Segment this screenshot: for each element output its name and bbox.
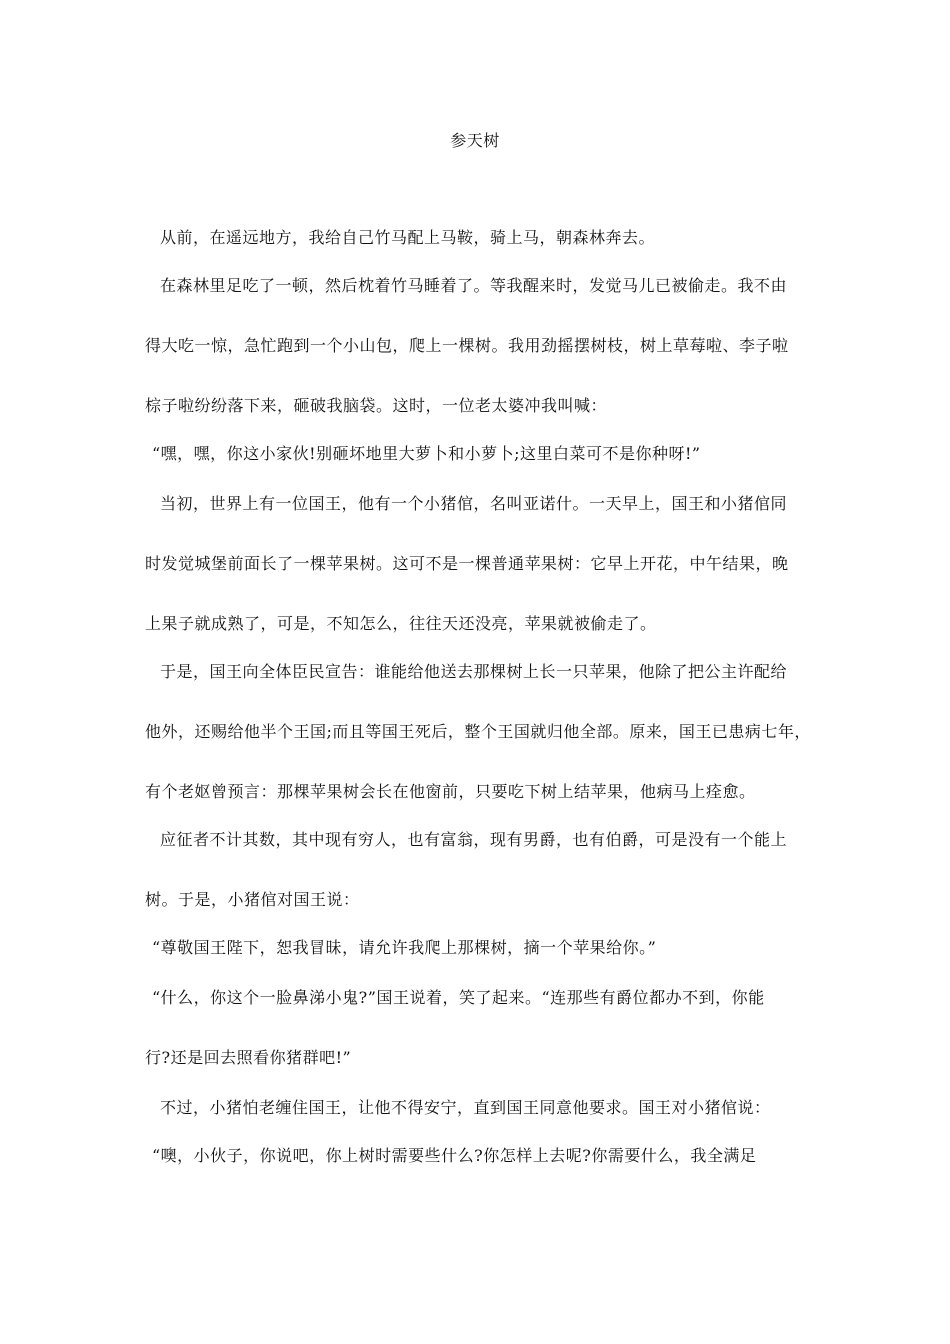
text-line-5: “嘿，嘿，你这小家伙!别砸坏地里大萝卜和小萝卜;这里白菜可不是你种呀!” — [152, 444, 701, 463]
text-line-9: 于是，国王向全体臣民宣告：谁能给他送去那棵树上长一只苹果，他除了把公主许配给 — [160, 662, 788, 681]
text-line-18: “噢，小伙子，你说吧，你上树时需要些什么?你怎样上去呢?你需要什么，我全满足 — [152, 1146, 757, 1165]
text-line-1: 从前，在遥远地方，我给自己竹马配上马鞍，骑上马，朝森林奔去。 — [160, 228, 656, 247]
text-line-3: 得大吃一惊，急忙跑到一个小山包，爬上一棵树。我用劲摇摆树枝，树上草莓啦、李子啦 — [145, 336, 789, 355]
text-line-14: “尊敬国王陛下，恕我冒昧，请允许我爬上那棵树，摘一个苹果给你。” — [152, 938, 657, 957]
text-line-16: 行?还是回去照看你猪群吧!” — [145, 1048, 352, 1067]
text-line-11: 有个老妪曾预言：那棵苹果树会长在他窗前，只要吃下树上结苹果，他病马上痊愈。 — [145, 782, 756, 801]
text-line-15: “什么，你这个一脸鼻涕小鬼?”国王说着，笑了起来。“连那些有爵位都办不到，你能 — [152, 988, 765, 1007]
text-line-6: 当初，世界上有一位国王，他有一个小猪倌，名叫亚诺什。一天早上，国王和小猪倌同 — [160, 494, 788, 513]
document-title: 参天树 — [450, 131, 500, 150]
text-line-8: 上果子就成熟了，可是，不知怎么，往往天还没亮，苹果就被偷走了。 — [145, 614, 657, 633]
text-line-17: 不过，小猪怕老缠住国王，让他不得安宁，直到国王同意他要求。国王对小猪倌说： — [160, 1098, 771, 1117]
text-line-2: 在森林里足吃了一顿，然后枕着竹马睡着了。等我醒来时，发觉马儿已被偷走。我不由 — [160, 276, 788, 295]
text-line-4: 棕子啦纷纷落下来，砸破我脑袋。这时，一位老太婆冲我叫喊： — [145, 396, 608, 415]
text-line-10: 他外，还赐给他半个王国;而且等国王死后，整个王国就归他全部。原来，国王已患病七年， — [145, 722, 811, 741]
text-line-7: 时发觉城堡前面长了一棵苹果树。这可不是一棵普通苹果树：它早上开花，中午结果，晚 — [145, 554, 789, 573]
text-line-12: 应征者不计其数，其中现有穷人，也有富翁，现有男爵，也有伯爵，可是没有一个能上 — [160, 830, 788, 849]
text-line-13: 树。于是，小猪倌对国王说： — [145, 890, 360, 909]
